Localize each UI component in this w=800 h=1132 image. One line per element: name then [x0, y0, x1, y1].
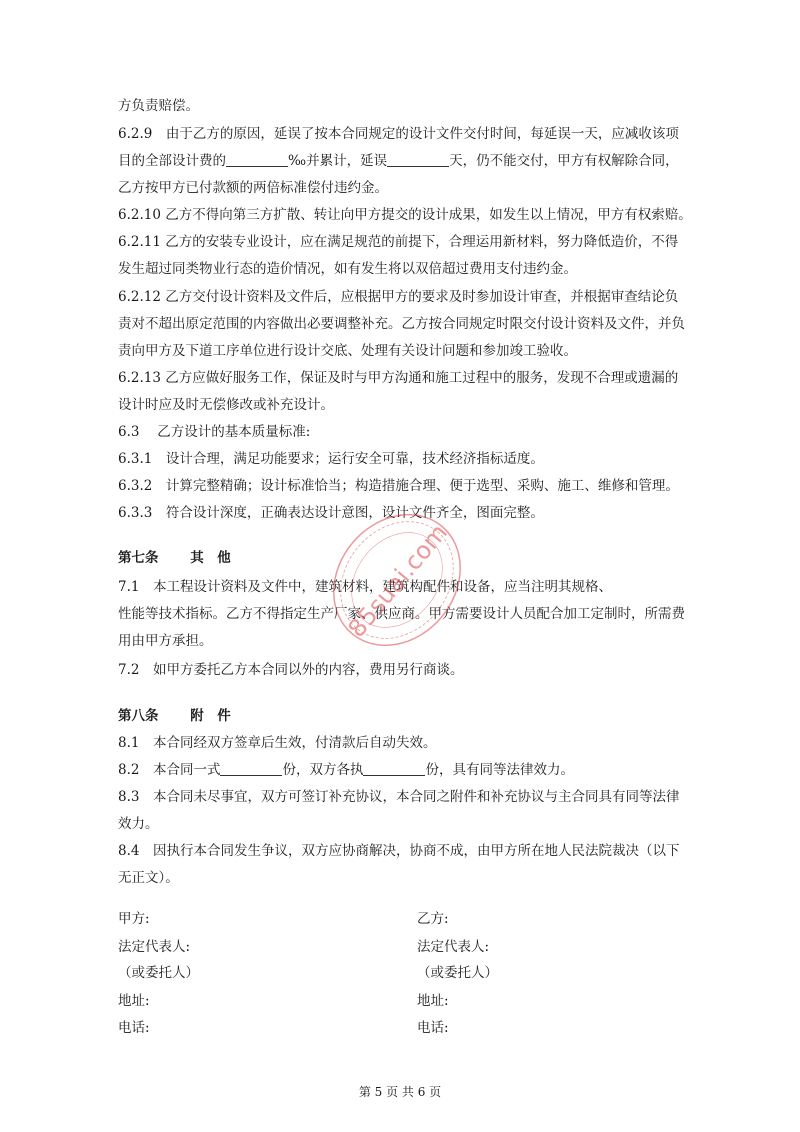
- body-line: 发生超过同类物业行态的造价情况，如有发生将以双倍超过费用支付违约金。: [118, 261, 577, 277]
- body-line: 责对不超出原定范围的内容做出必要调整补充。乙方按合同规定时限交付设计资料及文件，并负: [118, 316, 685, 332]
- section-heading: 第七条 其 他: [118, 550, 231, 566]
- body-line: 6.2.12 乙方交付设计资料及文件后，应根据甲方的要求及时参加设计审查，并根据审查结论负: [118, 289, 679, 305]
- line-text: 目的全部设计费的: [118, 153, 226, 169]
- fill-in-blank[interactable]: [387, 152, 449, 167]
- line-text: 份，双方各执: [282, 762, 364, 778]
- body-line: 效力。: [118, 816, 159, 832]
- signature-right-field: 地址:: [417, 993, 449, 1009]
- signature-left-field: 甲方:: [118, 911, 150, 927]
- body-line: 乙方按甲方已付款额的两倍标准偿付违约金。: [118, 180, 388, 196]
- line-text: ‰并累计，延误: [288, 153, 388, 169]
- line-text: 份，具有同等法律效力。: [425, 762, 574, 778]
- body-line: 6.2.9 由于乙方的原因，延误了按本合同规定的设计文件交付时间，每延误一天，应减收该项: [118, 126, 679, 142]
- body-line: 6.3.2 计算完整精确；设计标准恰当；构造措施合理、便于选型、采购、施工、维修和管理。: [118, 478, 679, 494]
- body-line: 责向甲方及下道工序单位进行设计交底、处理有关设计问题和参加竣工验收。: [118, 343, 577, 359]
- watermark-text: 85suai.com: [342, 518, 454, 643]
- body-line: 方负责赔偿。: [118, 98, 199, 114]
- body-line: 用由甲方承担。: [118, 633, 213, 649]
- signature-left-field: 法定代表人:: [118, 939, 191, 955]
- body-line: 设计时应及时无偿修改或补充设计。: [118, 397, 334, 413]
- body-line: 7.2 如甲方委托乙方本合同以外的内容，费用另行商谈。: [118, 662, 464, 678]
- fill-in-blank[interactable]: [220, 761, 282, 776]
- body-line: 7.1 本工程设计资料及文件中，建筑材料，建筑构配件和设备，应当注明其规格、: [118, 579, 612, 595]
- body-line: 6.2.10 乙方不得向第三方扩散、转让向甲方提交的设计成果，如发生以上情况，甲方有权索赔。: [118, 207, 692, 223]
- body-line: 6.2.13 乙方应做好服务工作，保证及时与甲方沟通和施工过程中的服务，发现不合理或遗漏的: [118, 370, 679, 386]
- signature-right-field: 乙方:: [417, 911, 449, 927]
- body-line: 6.3.1 设计合理，满足功能要求；运行安全可靠，技术经济指标适度。: [118, 451, 544, 467]
- body-line: 8.3 本合同未尽事宜，双方可签订补充协议，本合同之附件和补充协议与主合同具有同等法律: [118, 789, 680, 805]
- signature-right-field: 法定代表人:: [417, 939, 490, 955]
- signature-left-field: （或委托人）: [118, 965, 199, 981]
- section-heading: 第八条 附 件: [118, 708, 231, 724]
- fill-in-blank[interactable]: [226, 152, 288, 167]
- body-line: 性能等技术指标。乙方不得指定生产厂家、供应商。甲方需要设计人员配合加工定制时，所需费: [118, 606, 685, 622]
- body-line: [118, 760, 574, 780]
- body-line: [118, 151, 679, 171]
- body-line: 6.2.11 乙方的安装专业设计，应在满足规范的前提下，合理运用新材料，努力降低造价，不得: [118, 234, 679, 250]
- body-line: 无正文）。: [118, 870, 179, 886]
- fill-in-blank[interactable]: [363, 761, 425, 776]
- body-line: 6.3 乙方设计的基本质量标准:: [118, 424, 311, 440]
- line-text: 8.2 本合同一式: [118, 762, 221, 778]
- signature-right-field: （或委托人）: [417, 965, 498, 981]
- body-line: 8.1 本合同经双方签章后生效，付清款后自动失效。: [118, 735, 437, 751]
- signature-left-field: 电话:: [118, 1020, 150, 1036]
- body-line: 8.4 因执行本合同发生争议，双方应协商解决，协商不成，由甲方所在地人民法院裁决（以下: [118, 843, 680, 859]
- signature-right-field: 电话:: [417, 1020, 449, 1036]
- signature-left-field: 地址:: [118, 993, 150, 1009]
- line-text: 天，仍不能交付，甲方有权解除合同，: [449, 153, 679, 169]
- body-line: 6.3.3 符合设计深度，正确表达设计意图，设计文件齐全，图面完整。: [118, 505, 544, 521]
- page-footer: 第 5 页 共 6 页: [358, 1085, 442, 1099]
